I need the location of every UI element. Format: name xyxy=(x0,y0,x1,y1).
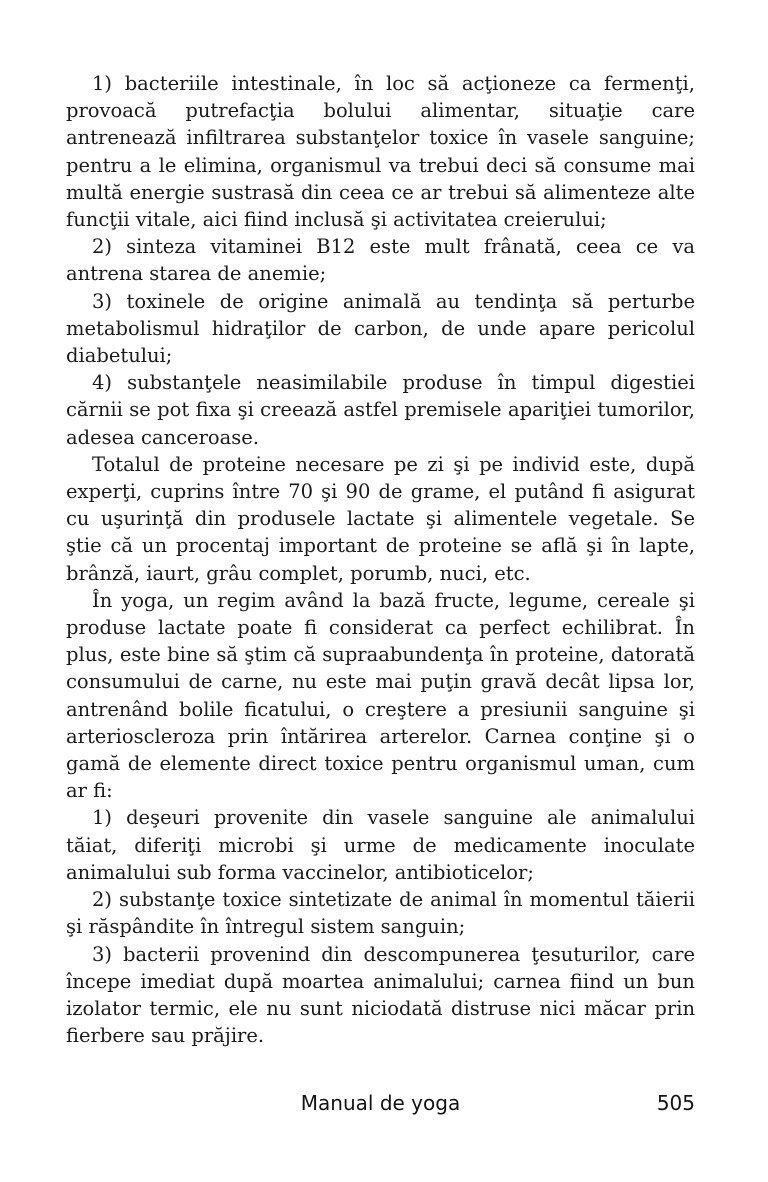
footer-page-number: 505 xyxy=(656,1091,695,1115)
paragraph-proteins: Totalul de proteine necesare pe zi şi pe individ este, după experţi, cuprins între 70 şi 90 de grame, el putând fi asigurat cu uşurinţă din produsele lactate şi alimentele vegetale. Se ştie că un procentaj important de proteine se află şi în lapte, brânză, iaurt, grâu complet, porumb, nuci, etc. xyxy=(66,452,695,585)
paragraph-list-item-1: 1) bacteriile intestinale, în loc să acţioneze ca fermenţi, provoacă putrefacţia bolului alimentar, situaţie care antrenează infiltrarea substanţelor toxice în vasele sanguine; pentru a le elimina, organismul va trebui deci să consume mai multă energie sustrasă din ceea ce ar trebui să alimenteze alte funcţii vitale, aici fiind inclusă şi activitatea creierului; xyxy=(66,72,695,232)
paragraph-list-item-2: 2) sinteza vitaminei B12 este mult frânată, ceea ce va antrena starea de anemie; xyxy=(66,235,695,286)
paragraph-meat-item-1: 1) deşeuri provenite din vasele sanguine ale animalului tăiat, diferiţi microbi şi urme de medicamente inoculate animalului sub forma vaccinelor, antibioticelor; xyxy=(66,806,695,884)
paragraph-meat-item-3: 3) bacterii provenind din descompunerea ţesuturilor, care începe imediat după moartea animalului; carnea fiind un bun izolator termic, ele nu sunt niciodată distruse nici măcar prin fierbere sau prăjire. xyxy=(66,942,695,1048)
footer-book-title: Manual de yoga xyxy=(300,1091,461,1115)
paragraph-meat-item-2: 2) substanţe toxice sintetizate de animal în momentul tăierii şi răspândite în întregul sistem sanguin; xyxy=(66,888,695,939)
paragraph-list-item-4: 4) substanţele neasimilabile produse în timpul digestiei cărnii se pot fixa şi creează astfel premisele apariţiei tumorilor, adesea canceroase. xyxy=(66,371,695,449)
paragraph-list-item-3: 3) toxinele de origine animală au tendinţa să perturbe metabolismul hidraţilor de carbon, de unde apare pericolul diabetului; xyxy=(66,289,695,368)
text-block xyxy=(66,70,695,1049)
paragraph-yoga-regime: În yoga, un regim având la bază fructe, legume, cereale şi produse lactate poate fi considerat ca perfect echilibrat. În plus, este bine să ştim că supraabundenţa în proteine, datorată consumului de carne, nu este mai puţin gravă decât lipsa lor, antrenând bolile ficatului, o creştere a presiunii sanguine şi arterioscleroza prin întărirea arterelor. Carnea conţine şi o gamă de elemente direct toxice pentru organismul uman, cum ar fi: xyxy=(66,588,695,803)
page-footer xyxy=(66,1091,695,1119)
